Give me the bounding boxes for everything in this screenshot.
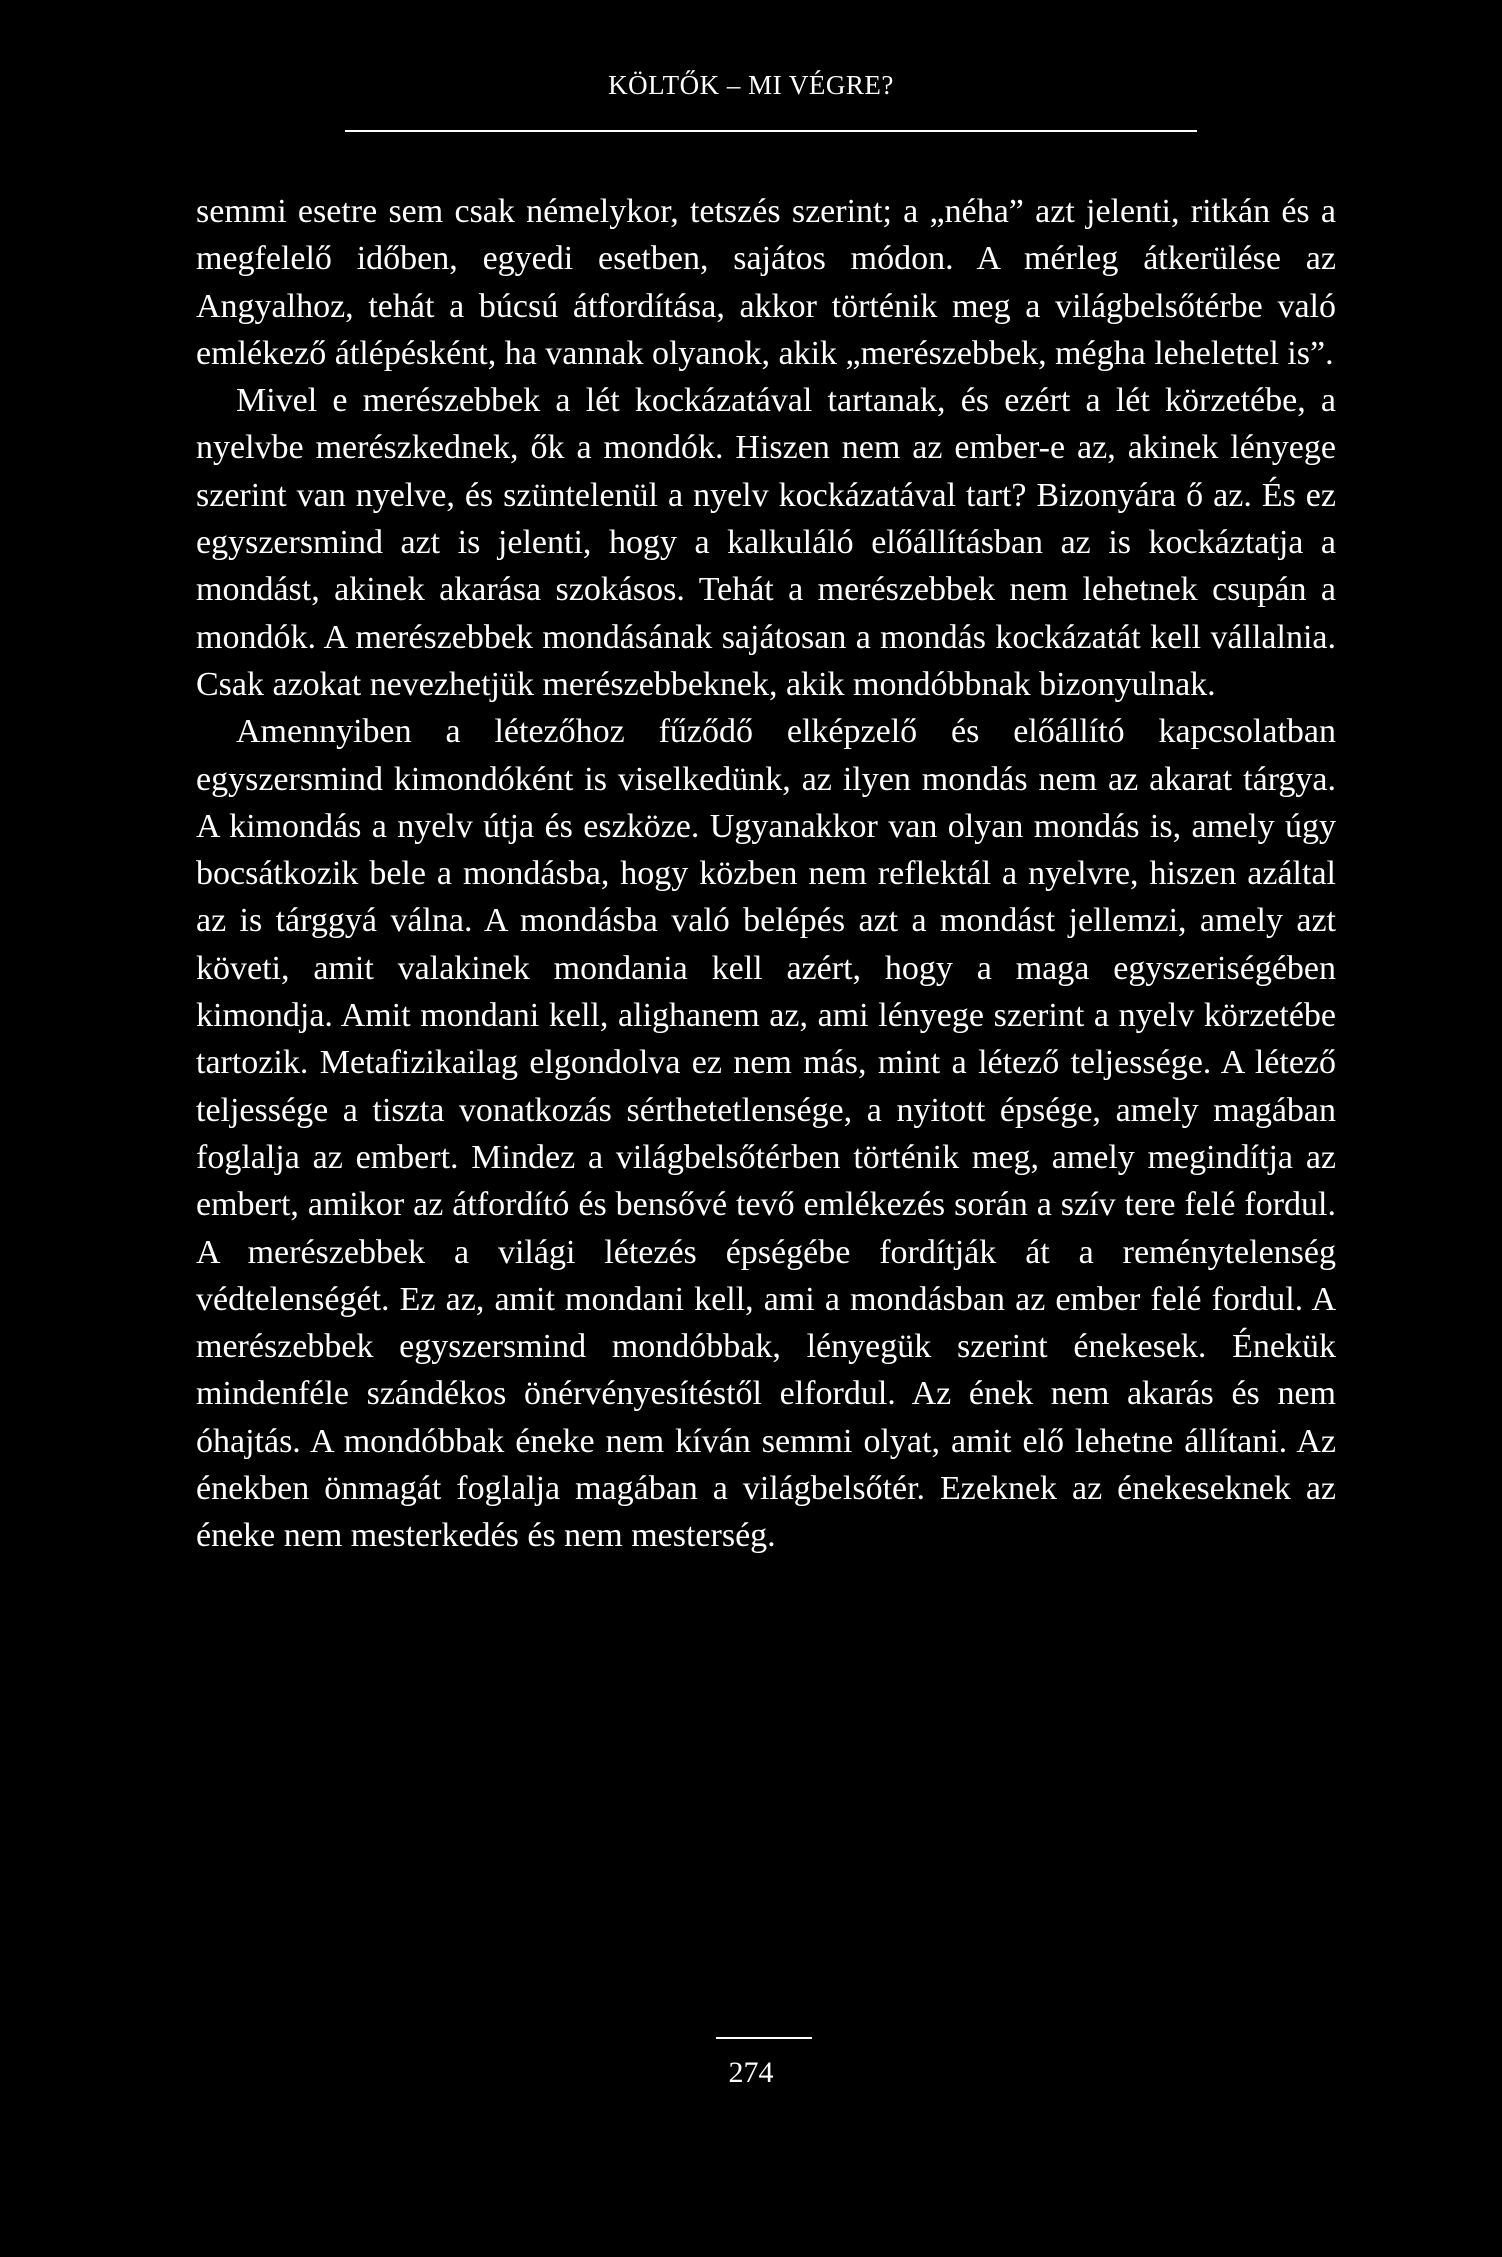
paragraph-3: Amennyiben a létezőhoz fűződő elképzelő és előállító kapcsolatban egyszersmind kimondóként is viselkedünk, az ilyen mondás nem az akarat tárgya. A kimondás a nyelv útja és eszköze. Ugyanakkor van olyan mondás is, amely úgy bocsátkozik bele a mondásba, hogy közben nem reflektál a nyelvre, hiszen azáltal az is tárggyá válna. A mondásba való belépés azt a mondást jellemzi, amely azt követi, amit valakinek mondania kell azért, hogy a maga egyszeriségében kimondja. Amit mondani kell, alighanem az, ami lényege szerint a nyelv körzetébe tartozik. Metafizikailag elgondolva ez nem más, mint a létező teljessége. A létező teljessége a tiszta vonatkozás sérthetetlensége, a nyitott épsége, amely magában foglalja az embert. Mindez a világbelsőtérben történik meg, amely megindítja az embert, amikor az átfordító és bensővé tevő emlékezés során a szív tere felé fordul. A merészebbek a világi létezés épségébe fordítják át a reménytelenség védtelenségét. Ez az, amit mondani kell, ami a mondásban az ember felé fordul. A merészebbek egyszersmind mondóbbak, lényegük szerint énekesek. Énekük mindenféle szándékos önérvényesítéstől elfordul. Az ének nem akarás és nem óhajtás. A mondóbbak éneke nem kíván semmi olyat, amit elő lehetne állítani. Az énekben önmagát foglalja magában a világbelsőtér. Ezeknek az énekeseknek az éneke nem mesterkedés és nem mesterség. <box>196 713 1336 1555</box>
header-rule <box>345 130 1197 132</box>
paragraph-2: Mivel e merészebbek a lét kockázatával tartanak, és ezért a lét körzetébe, a nyelvbe merészkednek, ők a mondók. Hiszen nem az ember-e az, akinek lényege szerint van nyelve, és szüntelenül a nyelv kockázatával tart? Bizonyára ő az. És ez egyszersmind azt is jelenti, hogy a kalkuláló előállításban az is kockáztatja a mondást, akinek akarása szokásos. Tehát a merészebbek nem lehetnek csupán a mondók. A merészebbek mondásának sajátosan a mondás kockázatát kell vállalnia. Csak azokat nevezhetjük merészebbeknek, akik mondóbbnak bizonyulnak. <box>196 382 1336 703</box>
paragraph-1: semmi esetre sem csak némelykor, tetszés szerint; a „néha” azt jelenti, ritkán és a megfelelő időben, egyedi esetben, sajátos módon. A mérleg átkerülése az Angyalhoz, tehát a búcsú átfordítása, akkor történik meg a világbelsőtérbe való emlékező átlépésként, ha vannak olyanok, akik „merészebbek, mégha lehelettel is”. <box>196 193 1336 372</box>
running-head: KÖLTŐK – MI VÉGRE? <box>608 70 894 100</box>
page-number: 274 <box>728 2056 774 2089</box>
body-text <box>196 188 1336 1560</box>
footer-rule <box>716 2037 812 2039</box>
